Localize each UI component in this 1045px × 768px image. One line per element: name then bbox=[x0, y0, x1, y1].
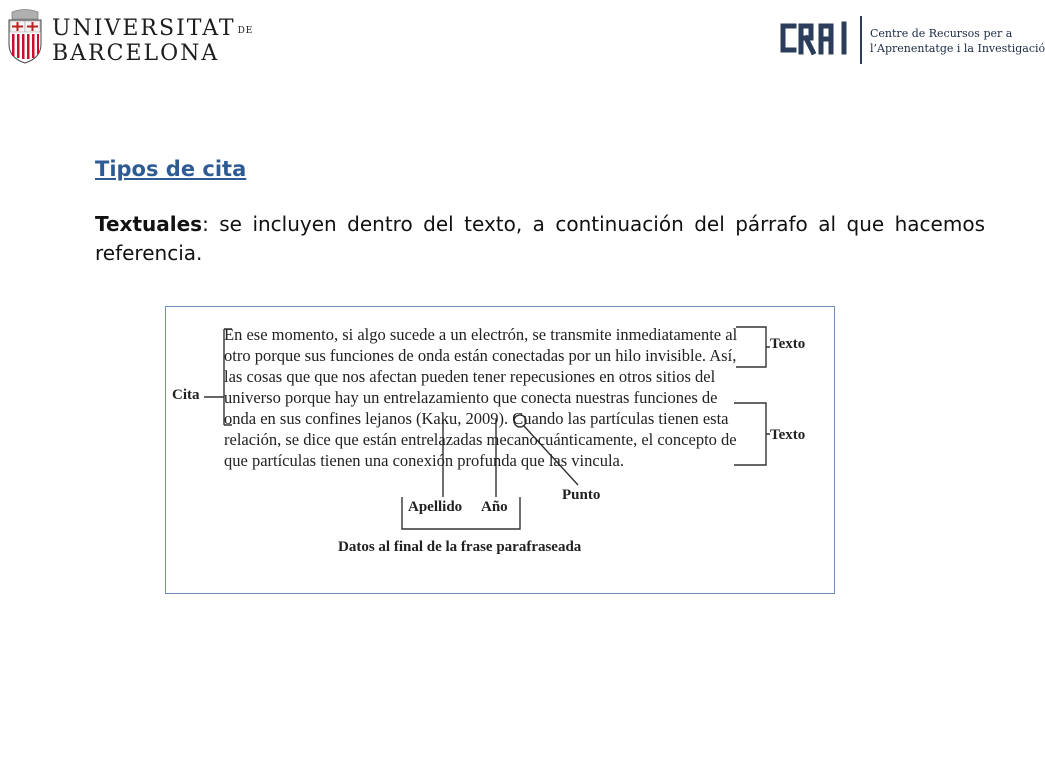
label-apellido: Apellido bbox=[408, 499, 463, 515]
section-title: Tipos de cita bbox=[95, 157, 247, 181]
figure-text-line: que partículas tienen una conexión profunda que las vincula. bbox=[224, 451, 624, 470]
term-definition: : se incluyen dentro del texto, a continuación del párrafo al que hacemos referencia. bbox=[95, 212, 985, 265]
crai-logo bbox=[778, 12, 1045, 66]
crai-divider bbox=[860, 16, 862, 64]
label-cita: Cita bbox=[172, 387, 200, 403]
university-shield-icon bbox=[6, 10, 44, 64]
university-name-small: DE bbox=[237, 26, 254, 36]
university-name-line2: BARCELONA bbox=[52, 41, 220, 66]
university-logo bbox=[6, 10, 254, 66]
figure-text-line: otro porque sus funciones de onda están conectadas por un hilo invisible. Así, bbox=[224, 346, 737, 365]
body-paragraph bbox=[95, 210, 985, 268]
figure-caption: Datos al final de la frase parafraseada bbox=[338, 539, 582, 555]
term-textuales: Textuales bbox=[95, 212, 203, 236]
crai-wordmark-icon bbox=[778, 22, 853, 54]
label-punto: Punto bbox=[562, 487, 601, 503]
label-texto-1: Texto bbox=[770, 336, 806, 352]
texto-bracket-1 bbox=[736, 327, 770, 367]
crai-subtitle-line1: Centre de Recursos per a bbox=[870, 27, 1013, 40]
figure-text-line: relación, se dice que están entrelazadas mecanocuánticamente, el concepto de bbox=[224, 430, 737, 449]
label-anio: Año bbox=[481, 499, 508, 515]
university-name-line1 bbox=[52, 16, 253, 41]
crai-subtitle-line2: l’Aprenentatge i la Investigació bbox=[870, 42, 1045, 55]
texto-bracket-2 bbox=[734, 403, 770, 465]
citation-figure bbox=[165, 306, 835, 594]
label-texto-2: Texto bbox=[770, 427, 806, 443]
university-name-main: UNIVERSITAT bbox=[52, 16, 236, 41]
figure-text-line: onda en sus confines lejanos (Kaku, 2009). Cuando las partículas tienen esta bbox=[224, 409, 729, 428]
figure-text-line: En ese momento, si algo sucede a un electrón, se transmite inmediatamente al bbox=[224, 325, 738, 344]
figure-text-line: universo porque hay un entrelazamiento que conecta nuestras funciones de bbox=[224, 388, 718, 407]
figure-text-line: las cosas que que nos afectan pueden tener repecusiones en otros sitios del bbox=[224, 367, 716, 386]
